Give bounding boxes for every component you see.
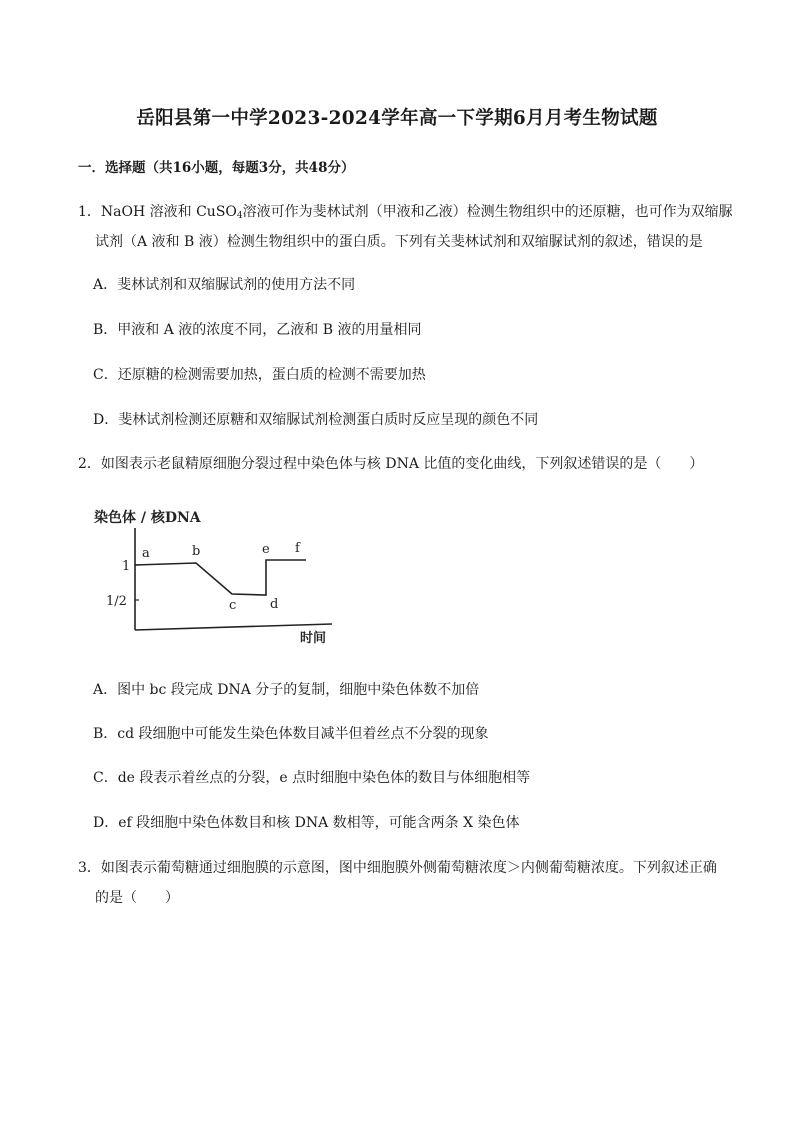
chart-point-label-b: b <box>192 544 201 559</box>
question-1-option-c: C．还原糖的检测需要加热，蛋白质的检测不需要加热 <box>93 367 426 383</box>
chart-x-label: 时间 <box>300 631 327 646</box>
chart-y-tick-label: 1 <box>122 559 131 574</box>
question-1-option-b: B．甲液和 A 液的浓度不同，乙液和 B 液的用量相同 <box>93 322 422 338</box>
chromosome-dna-ratio-chart <box>92 500 342 650</box>
question-1-option-d: D．斐林试剂检测还原糖和双缩脲试剂检测蛋白质时反应呈现的颜色不同 <box>93 412 539 428</box>
chart-point-label-e: e <box>262 542 270 557</box>
chart-point-label-d: d <box>270 597 279 612</box>
section-heading: 一．选择题（共16小题，每题3分，共48分） <box>78 160 355 176</box>
chart-y-label: 染色体 / 核DNA <box>94 510 201 526</box>
question-3-stem-line1: 3．如图表示葡萄糖通过细胞膜的示意图，图中细胞膜外侧葡萄糖浓度＞内侧葡萄糖浓度。下列叙述正确 <box>78 860 717 876</box>
chart-point-label-a: a <box>142 546 150 561</box>
question-1-option-a: A．斐林试剂和双缩脲试剂的使用方法不同 <box>93 277 356 293</box>
question-2-option-d: D．ef 段细胞中染色体数目和核 DNA 数相等，可能含两条 X 染色体 <box>93 815 520 831</box>
question-2-stem: 2．如图表示老鼠精原细胞分裂过程中染色体与核 DNA 比值的变化曲线，下列叙述错误的是（ ） <box>78 456 704 472</box>
question-2-option-c: C．de 段表示着丝点的分裂，e 点时细胞中染色体的数目与体细胞相等 <box>93 770 531 786</box>
chart-point-label-c: c <box>229 598 237 613</box>
question-1-stem-line1: 1．NaOH 溶液和 CuSO$_4$溶液可作为斐林试剂（甲液和乙液）检测生物组织中的还原糖，也可作为双缩脲 <box>78 204 733 221</box>
question-1-stem-line2: 试剂（A 液和 B 液）检测生物组织中的蛋白质。下列有关斐林试剂和双缩脲试剂的叙述，错误的是 <box>95 234 703 250</box>
chart-point-label-f: f <box>295 541 300 556</box>
question-2-option-a: A．图中 bc 段完成 DNA 分子的复制，细胞中染色体数不加倍 <box>93 682 480 698</box>
question-3-stem-line2: 的是（ ） <box>95 890 179 906</box>
question-2-option-b: B．cd 段细胞中可能发生染色体数目减半但着丝点不分裂的现象 <box>93 726 489 742</box>
chart-series-line <box>135 560 306 595</box>
page-title: 岳阳县第一中学2023-2024学年高一下学期6月月考生物试题 <box>136 108 658 129</box>
chart-y-tick-label: 1/2 <box>106 594 127 609</box>
chart-x-axis <box>135 624 332 630</box>
